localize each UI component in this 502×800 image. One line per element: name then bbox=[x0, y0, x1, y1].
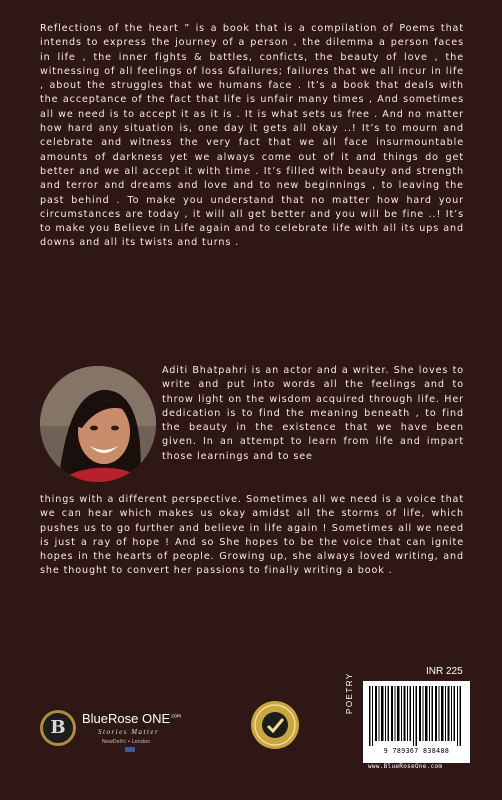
author-photo bbox=[40, 366, 156, 482]
isbn-barcode bbox=[363, 681, 470, 763]
category-label: POETRY bbox=[345, 672, 354, 714]
price-label: INR 225 bbox=[426, 666, 463, 677]
author-bio-continued: things with a different perspective. Sometimes all we need is a voice that we can hear which makes us okay amidst all the storms of life, which pushes us to go further and believe in life again ! Sometimes all we need is just a ray of hope ! And so She hopes to be the voice that can ignite hopes in the hearts of people. Growing up, she always loved writing, and she thought to convert her passions to finally writing a book . bbox=[40, 494, 464, 577]
award-seal-icon bbox=[250, 700, 300, 750]
publisher-logo bbox=[40, 706, 180, 756]
flag-icon bbox=[125, 747, 135, 752]
publisher-name: BlueRose $ONE^{.com}$ bbox=[82, 711, 181, 726]
isbn-number: 9 789367 838488 bbox=[383, 747, 450, 755]
publisher-cities: NewDelhi • London bbox=[102, 739, 151, 745]
author-bio-beside-photo: Aditi Bhatpahri is an actor and a writer. She loves to write and put into words all the feelings and to throw light on the wisdom acquired through life. Her dedication is to find the meaning beneath , to find the beauty in the existence that we have been given. In an attempt to learn from life and impart those learnings and to see bbox=[162, 365, 464, 462]
publisher-emblem-icon: B bbox=[40, 710, 76, 746]
barcode-icon bbox=[363, 681, 470, 747]
publisher-tagline: Stories Matter bbox=[98, 728, 160, 736]
publisher-website: www.BlueRoseOne.com bbox=[368, 763, 443, 770]
blurb-text: Reflections of the heart ” is a book that is a compilation of Poems that intends to express the journey of a person , the dilemma a person faces in life , the inner fights & battles, conficts, the beauty of love , the witnessing of all feelings of loss &failures; failures that we all incur in life , about the struggles that we humans face . It’s a book that deals with the acceptance of the fact that life is unfair many times , And sometimes all we need is to accept it as it is . It is what sets us free . And no matter how hard any situation is, one day it gets all okay ..! It’s to mourn and celebrate and witness the very fact that we all face insurmountable amounts of darkness yet we always come out of it and things do get better and we all accept it with time . It’s filled with beauty and strength and terror and dreams and love and to new beginnings , to leaving the past behind . To make you understand that no matter how hard your circumstances are today , it will all get better and you will be fine ..! It’s to make you Believe in Life again and to celebrate life with all its ups and downs and all its twists and turns . bbox=[40, 23, 464, 249]
